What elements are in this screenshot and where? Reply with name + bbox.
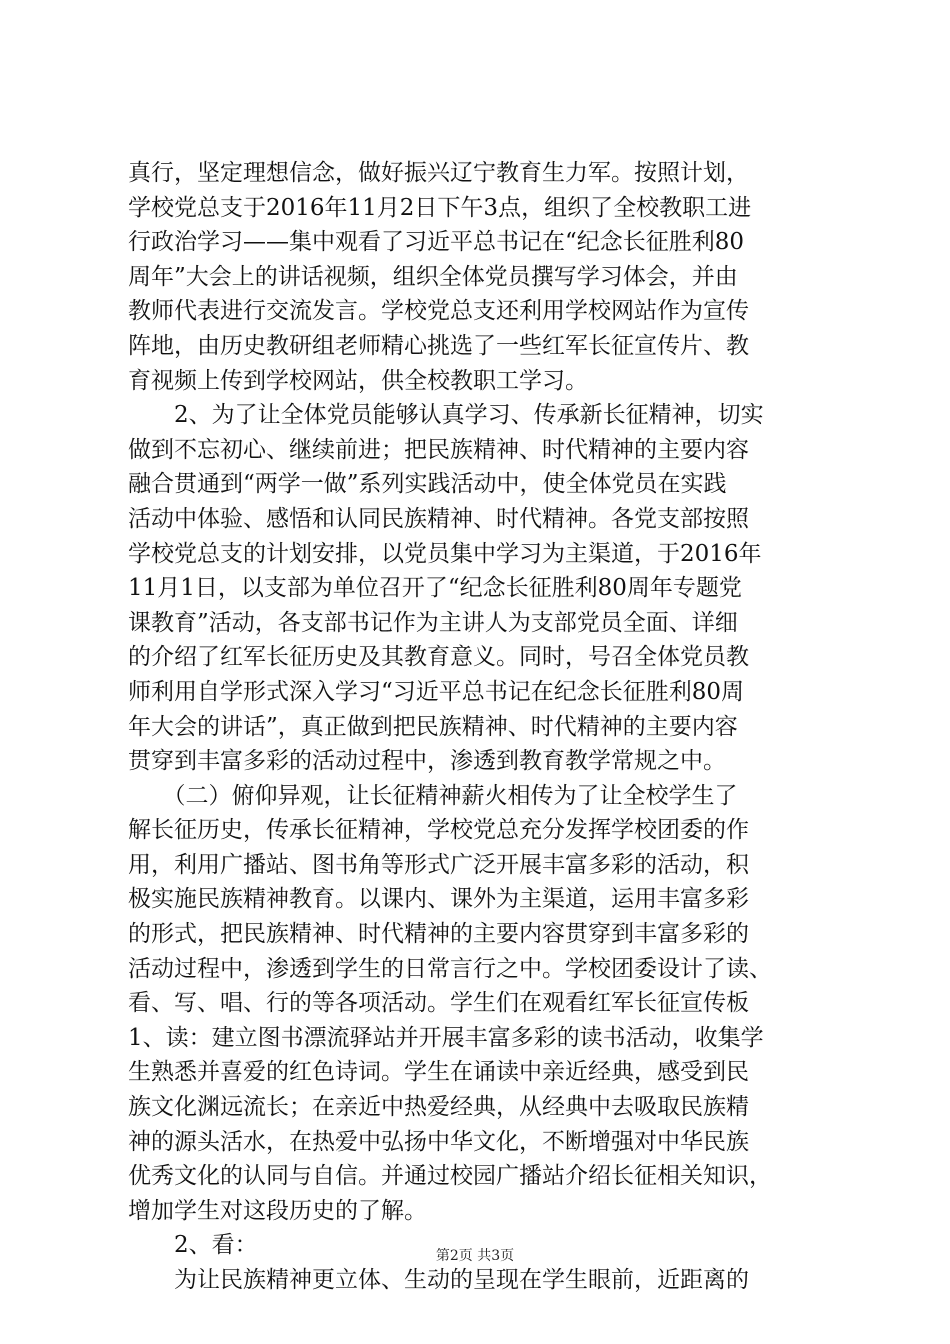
page-footer: 第2页 共3页: [435, 1248, 515, 1264]
text-line: 育视频上传到学校网站，供全校教职工学习。: [128, 367, 588, 394]
text-line: 周年”大会上的讲话视频，组织全体党员撰写学习体会，并由: [128, 263, 738, 290]
text-line: 增加学生对这段历史的了解。: [128, 1197, 427, 1224]
text-line: 融合贯通到“两学一做”系列实践活动中，使全体党员在实践: [128, 471, 727, 498]
text-line: 为让民族精神更立体、生动的呈现在学生眼前，近距离的: [128, 1267, 749, 1293]
text-line: 看、写、唱、行的等各项活动。学生们在观看红军长征宣传板: [128, 990, 749, 1017]
text-line: 1、读：建立图书漂流驿站并开展丰富多彩的读书活动，收集学: [128, 1024, 764, 1051]
text-line: 阵地，由历史教研组老师精心挑选了一些红军长征宣传片、教: [128, 332, 749, 359]
text-line: 优秀文化的认同与自信。并通过校园广播站介绍长征相关知识，: [128, 1163, 772, 1190]
text-line: （二）俯仰异观，让长征精神薪火相传为了让全校学生了: [128, 782, 738, 809]
document-body: [128, 156, 828, 1298]
text-line: 解长征历史，传承长征精神，学校党总充分发挥学校团委的作: [128, 817, 749, 844]
text-line: 活动过程中，渗透到学生的日常言行之中。学校团委设计了读、: [128, 955, 772, 982]
text-line: 族文化渊远流长；在亲近中热爱经典，从经典中去吸取民族精: [128, 1094, 749, 1121]
text-line: 贯穿到丰富多彩的活动过程中，渗透到教育教学常规之中。: [128, 748, 726, 775]
text-line: 用，利用广播站、图书角等形式广泛开展丰富多彩的活动，积: [128, 851, 749, 878]
text-line: 极实施民族精神教育。以课内、课外为主渠道，运用丰富多彩: [128, 886, 749, 913]
text-line: 2、为了让全体党员能够认真学习、传承新长征精神，切实: [128, 402, 764, 429]
text-line: 真行，坚定理想信念，做好振兴辽宁教育生力军。按照计划，: [128, 160, 749, 186]
text-line: 教师代表进行交流发言。学校党总支还利用学校网站作为宣传: [128, 298, 749, 325]
text-line: 神的源头活水，在热爱中弘扬中华文化，不断增强对中华民族: [128, 1128, 749, 1155]
text-line: 11月1日，以支部为单位召开了“纪念长征胜利80周年专题党: [128, 575, 742, 602]
text-line: 学校党总支的计划安排，以党员集中学习为主渠道，于2016年: [128, 540, 762, 567]
text-line: 课教育”活动，各支部书记作为主讲人为支部党员全面、详细: [128, 609, 738, 636]
text-line: 2、看：: [128, 1232, 258, 1259]
text-line: 活动中体验、感悟和认同民族精神、时代精神。各党支部按照: [128, 505, 749, 532]
text-line: 年大会的讲话”，真正做到把民族精神、时代精神的主要内容: [128, 713, 738, 740]
text-line: 师利用自学形式深入学习“习近平总书记在纪念长征胜利80周: [128, 678, 745, 705]
text-line: 生熟悉并喜爱的红色诗词。学生在诵读中亲近经典，感受到民: [128, 1059, 749, 1086]
text-line: 行政治学习——集中观看了习近平总书记在“纪念长征胜利80: [128, 229, 745, 256]
text-line: 的形式，把民族精神、时代精神的主要内容贯穿到丰富多彩的: [128, 921, 749, 948]
text-line: 学校党总支于2016年11月2日下午3点，组织了全校教职工进: [128, 194, 752, 221]
text-line: 的介绍了红军长征历史及其教育意义。同时，号召全体党员教: [128, 644, 749, 671]
text-line: 做到不忘初心、继续前进；把民族精神、时代精神的主要内容: [128, 436, 749, 463]
